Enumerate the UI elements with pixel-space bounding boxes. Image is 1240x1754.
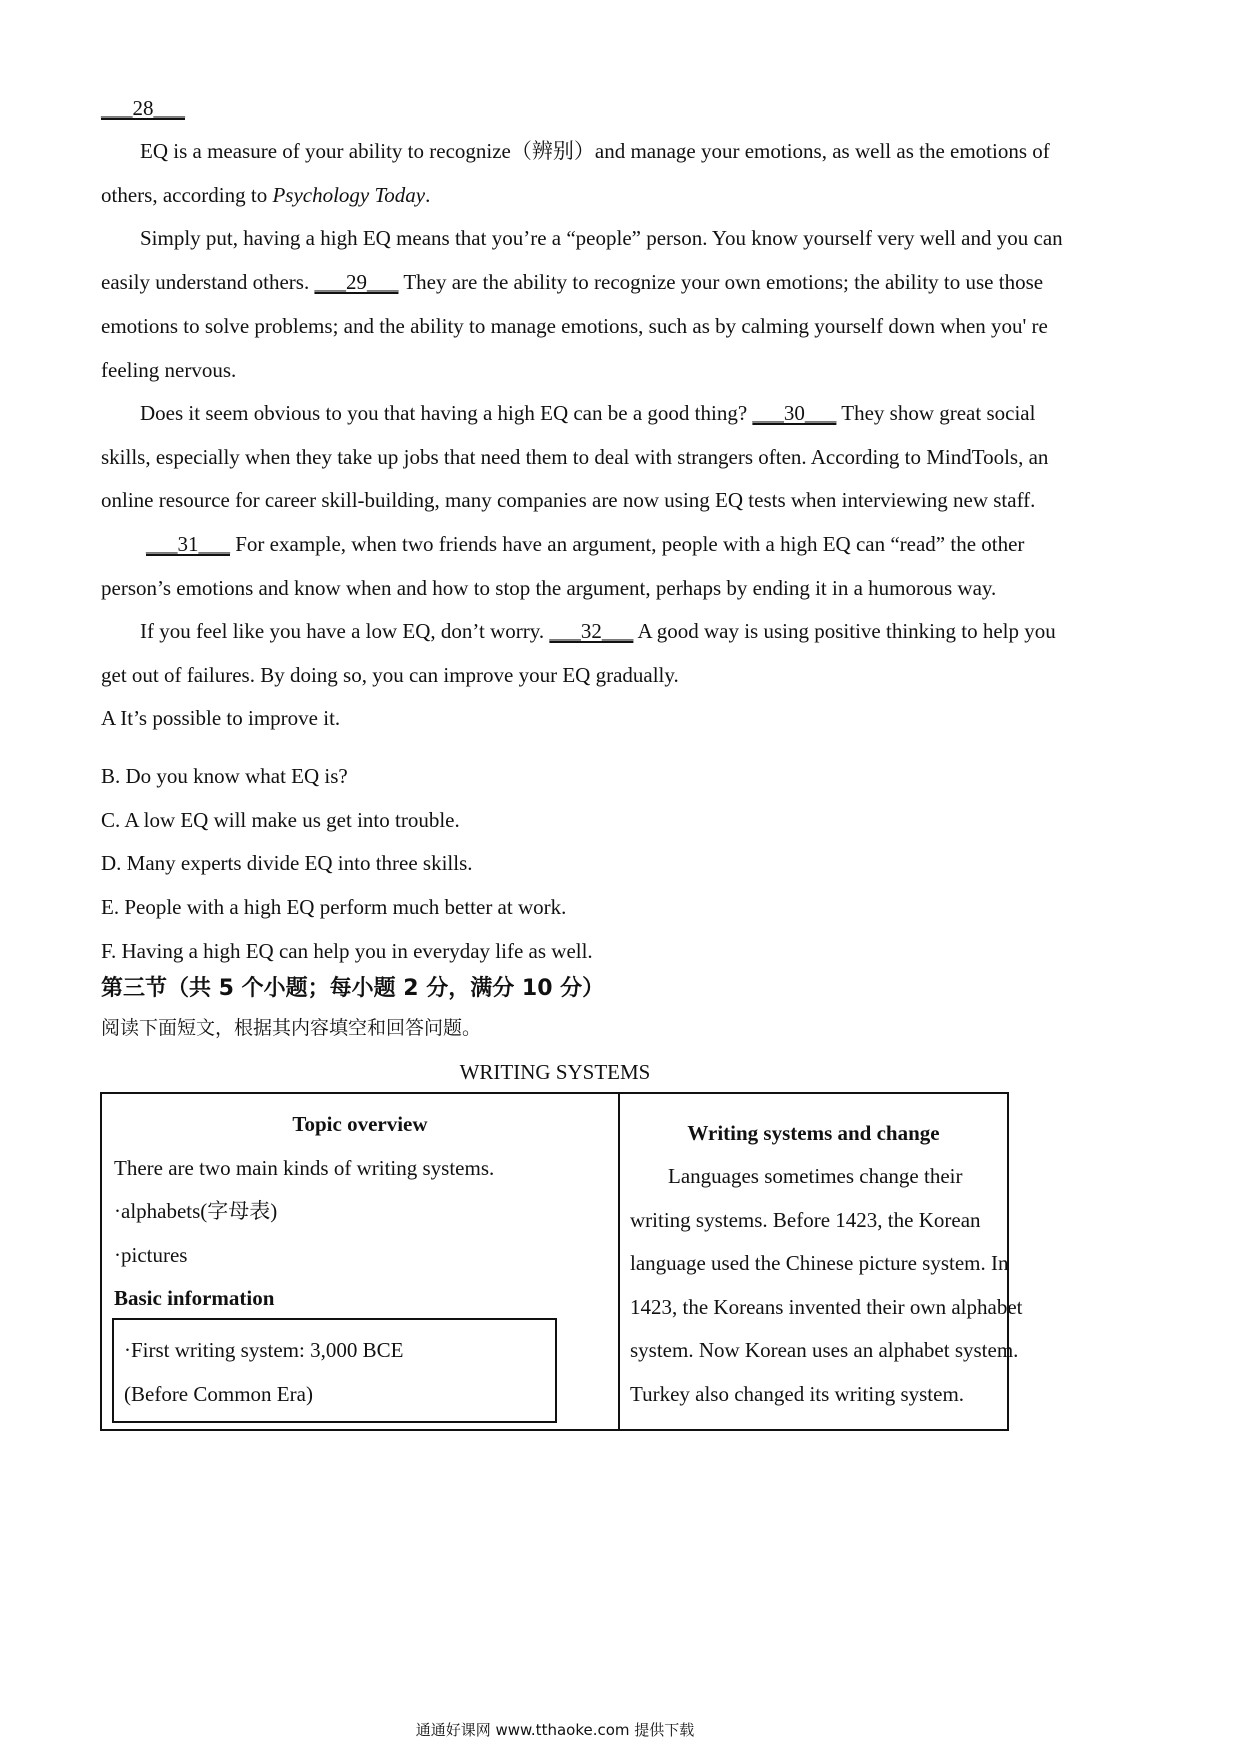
paragraph-2-line-4: feeling nervous. bbox=[101, 358, 237, 382]
text-run: They are the ability to recognize your own emotions; the ability to use those bbox=[398, 270, 1044, 294]
right-column-line-4: 1423, the Koreans invented their own alphabet bbox=[630, 1295, 1023, 1319]
paragraph-4-line-2: person’s emotions and know when and how to stop the argument, perhaps by ending it in a humorous way. bbox=[101, 576, 997, 600]
text-run: Does it seem obvious to you that having a high EQ can be a good thing? bbox=[140, 401, 753, 425]
text-run: They show great social bbox=[836, 401, 1036, 425]
blank-32: ___32___ bbox=[549, 619, 634, 643]
paragraph-1-line-2 bbox=[101, 185, 430, 206]
paragraph-3-line-2: skills, especially when they take up jobs that need them to deal with strangers often. According to MindTools, an bbox=[101, 445, 1049, 469]
blank-30: ___30___ bbox=[752, 401, 837, 425]
text-run: others, according to bbox=[101, 183, 273, 207]
paragraph-2-line-2 bbox=[101, 272, 1043, 293]
option-f: F. Having a high EQ can help you in everyday life as well. bbox=[101, 939, 593, 963]
blank-28: ___28___ bbox=[101, 96, 185, 120]
section-instruction: 阅读下面短文，根据其内容填空和回答问题。 bbox=[101, 1017, 482, 1039]
text-run: If you feel like you have a low EQ, don’t worry. bbox=[140, 619, 550, 643]
option-d: D. Many experts divide EQ into three skills. bbox=[101, 851, 473, 875]
text-run: easily understand others. bbox=[101, 270, 315, 294]
basic-info-box bbox=[112, 1318, 557, 1423]
text-run: A good way is using positive thinking to help you bbox=[633, 619, 1056, 643]
page-footer: 通通好课网 www.tthaoke.com 提供下载 bbox=[415, 1721, 695, 1739]
source-title: Psychology Today bbox=[272, 183, 426, 207]
right-column-header: Writing systems and change bbox=[687, 1121, 940, 1145]
basic-info-line-2: (Before Common Era) bbox=[124, 1382, 313, 1406]
option-c: C. A low EQ will make us get into trouble. bbox=[101, 808, 460, 832]
paragraph-4-line-1 bbox=[146, 534, 1024, 555]
blank-29: ___29___ bbox=[314, 270, 399, 294]
left-column-line-1: There are two main kinds of writing systems. bbox=[114, 1156, 495, 1180]
paragraph-5-line-2: get out of failures. By doing so, you can improve your EQ gradually. bbox=[101, 663, 679, 687]
text-run: . bbox=[425, 183, 431, 207]
left-column-line-3: ·pictures bbox=[114, 1243, 188, 1267]
option-a: A It’s possible to improve it. bbox=[101, 706, 341, 730]
blank-31: ___31___ bbox=[146, 532, 230, 556]
option-e: E. People with a high EQ perform much better at work. bbox=[101, 895, 567, 919]
right-column-line-3: language used the Chinese picture system. In bbox=[630, 1251, 1009, 1275]
basic-info-subheader: Basic information bbox=[114, 1286, 275, 1310]
paragraph-3-line-3: online resource for career skill-building, many companies are now using EQ tests when interviewing new staff. bbox=[101, 488, 1036, 512]
right-column-line-5: system. Now Korean uses an alphabet system. bbox=[630, 1338, 1019, 1362]
basic-info-line-1: ·First writing system: 3,000 BCE bbox=[124, 1338, 404, 1362]
text-run: For example, when two friends have an argument, people with a high EQ can “read” the other bbox=[230, 532, 1025, 556]
paragraph-2-line-1: Simply put, having a high EQ means that you’re a “people” person. You know yourself very well and you can bbox=[140, 226, 1063, 250]
left-column-line-2: ·alphabets(字母表) bbox=[114, 1199, 278, 1223]
right-column-line-2: writing systems. Before 1423, the Korean bbox=[630, 1208, 981, 1232]
paragraph-2-line-3: emotions to solve problems; and the ability to manage emotions, such as by calming yourself down when you' re bbox=[101, 314, 1048, 338]
section-heading: 第三节（共 5 个小题；每小题 2 分，满分 10 分） bbox=[101, 976, 605, 1001]
paragraph-5-line-1 bbox=[140, 621, 1056, 642]
option-b: B. Do you know what EQ is? bbox=[101, 764, 348, 788]
table-title: WRITING SYSTEMS bbox=[459, 1060, 651, 1084]
left-column-header: Topic overview bbox=[292, 1112, 428, 1136]
right-column-line-6: Turkey also changed its writing system. bbox=[630, 1382, 965, 1406]
right-column-line-1: Languages sometimes change their bbox=[668, 1164, 963, 1188]
paragraph-1-line-1: EQ is a measure of your ability to recognize（辨别）and manage your emotions, as well as the emotions of bbox=[140, 139, 1050, 163]
paragraph-3-line-1 bbox=[140, 403, 1035, 424]
